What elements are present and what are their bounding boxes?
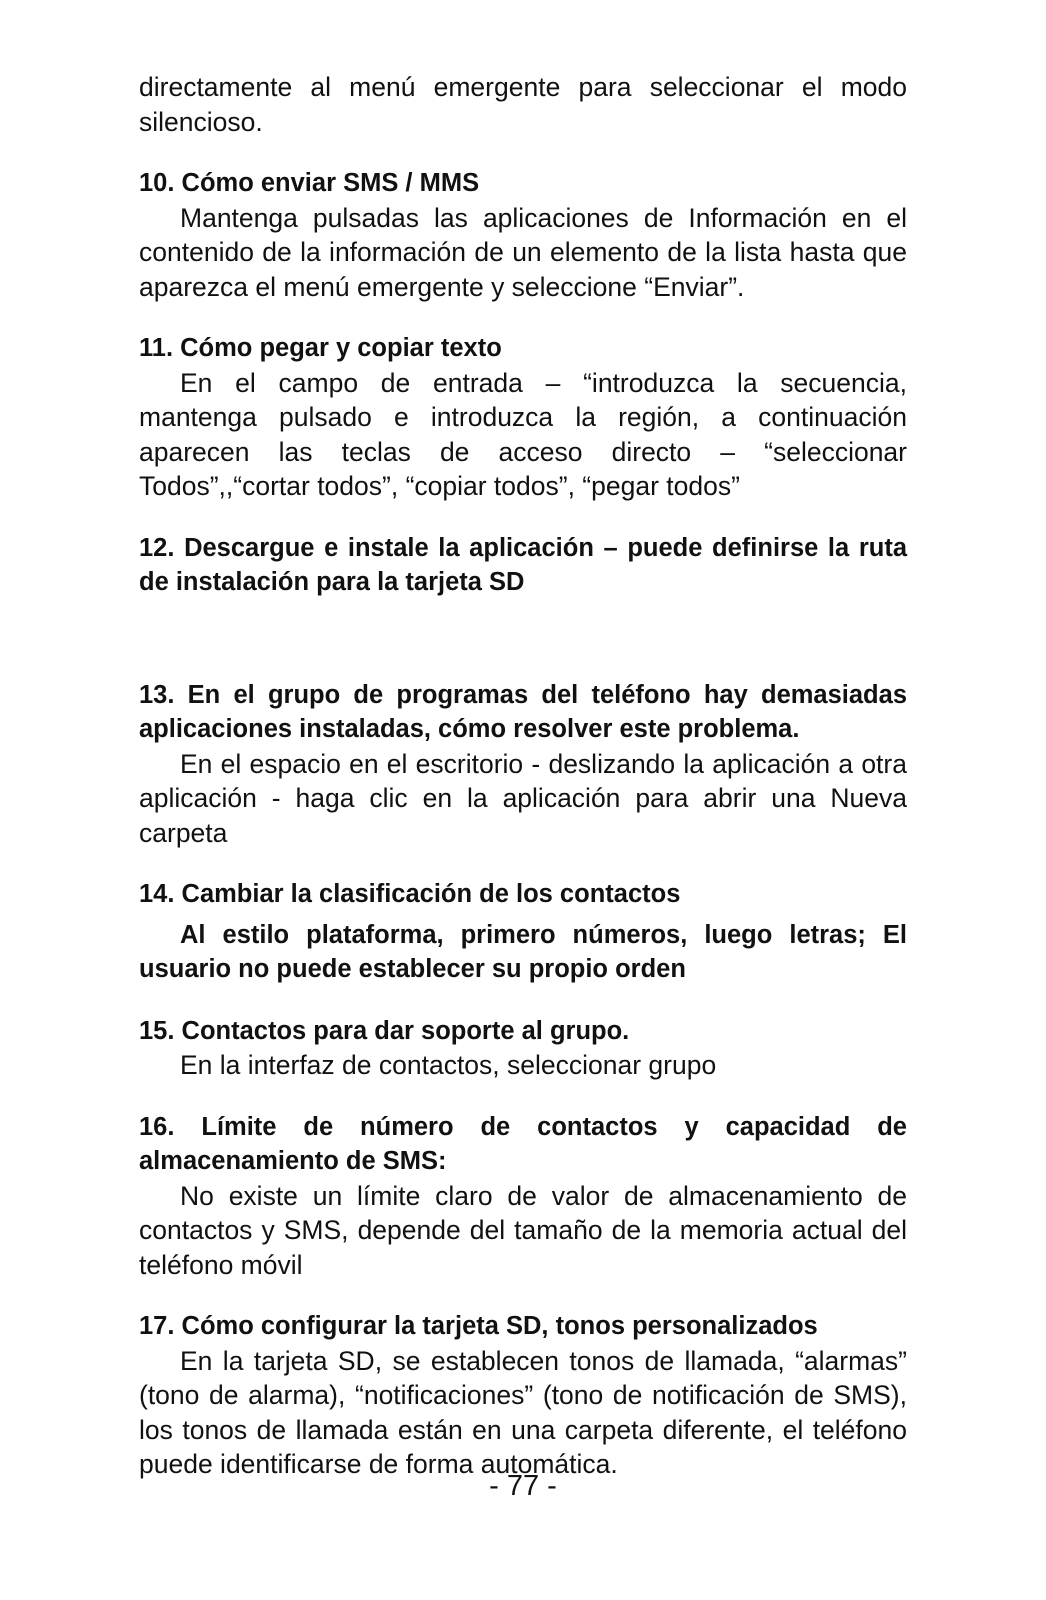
section-17-body: En la tarjeta SD, se establecen tonos de llamada, “alarmas” (tono de alarma), “notificaciones” (tono de notificación de SMS), los tonos de llamada están en una carpeta diferente, el teléfono puede identificarse de forma automática.	[139, 1345, 907, 1479]
section-17-heading: 17. Cómo configurar la tarjeta SD, tonos personalizados	[139, 1312, 818, 1340]
section-14-heading: 14. Cambiar la clasificación de los contactos	[139, 880, 681, 908]
section-16-heading: 16. Límite de número de contactos y capacidad de almacenamiento de SMS:	[139, 1112, 907, 1175]
section-16-body: No existe un límite claro de valor de almacenamiento de contactos y SMS, depende del tamaño de la memoria actual del teléfono móvil	[139, 1180, 907, 1280]
section-15-heading: 15. Contactos para dar soporte al grupo.	[139, 1016, 630, 1045]
section-10-heading: 10. Cómo enviar SMS / MMS	[139, 169, 480, 197]
section-11-body: En el campo de entrada – “introduzca la secuencia, mantenga pulsado e introduzca la región, a continuación aparecen las teclas de acceso directo – “seleccionar Todos”,,“cortar todos”, “copiar todos”, “pegar todos”	[139, 367, 907, 501]
section-13-body: En el espacio en el escritorio - deslizando la aplicación a otra aplicación - haga clic en la aplicación para abrir una Nueva carpeta	[139, 748, 907, 848]
intro-paragraph: directamente al menú emergente para seleccionar el modo silencioso.	[139, 72, 907, 137]
section-15-body: En la interfaz de contactos, seleccionar grupo	[180, 1050, 717, 1080]
section-14-body: Al estilo plataforma, primero números, luego letras; El usuario no puede establecer su propio orden	[139, 920, 907, 983]
section-10-body: Mantenga pulsadas las aplicaciones de Información en el contenido de la información de un elemento de la lista hasta que aparezca el menú emergente y seleccione “Enviar”.	[139, 202, 907, 302]
document-page	[139, 70, 907, 1482]
section-13-heading: 13. En el grupo de programas del teléfono hay demasiadas aplicaciones instaladas, cómo resolver este problema.	[139, 680, 907, 743]
page-number: - 77 -	[489, 1470, 557, 1502]
section-11-heading: 11. Cómo pegar y copiar texto	[139, 334, 502, 362]
section-12-heading: 12. Descargue e instale la aplicación – puede definirse la ruta de instalación para la tarjeta SD	[139, 533, 907, 596]
